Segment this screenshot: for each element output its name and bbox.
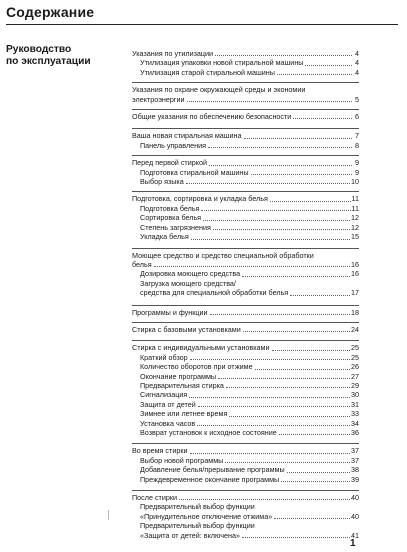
- dot-leader: [154, 266, 350, 267]
- toc-group: [132, 158, 359, 186]
- toc-page-number: 11: [351, 194, 359, 204]
- toc-entry-line: [132, 85, 359, 94]
- dot-leader: [218, 378, 350, 379]
- toc-page-number: 7: [355, 131, 359, 141]
- toc-page-number: 16: [351, 259, 359, 269]
- dot-leader: [274, 518, 350, 519]
- toc-page-number: 38: [351, 465, 359, 475]
- toc-entry-label: После стирки: [132, 493, 178, 503]
- toc-page-number: 18: [351, 307, 359, 317]
- toc-entry-multiline: [140, 521, 359, 540]
- toc-entry: [132, 112, 359, 121]
- dot-leader: [179, 499, 350, 500]
- dot-leader: [187, 101, 353, 102]
- toc-page-number: 25: [351, 352, 359, 362]
- toc-entry-label: Зимнее или летнее время: [140, 409, 228, 419]
- toc-entry: [132, 49, 359, 58]
- section-heading-line: по эксплуатации: [6, 56, 91, 67]
- dot-leader: [244, 138, 352, 139]
- toc-page-number: 8: [355, 140, 359, 150]
- toc-page-number: 27: [351, 371, 359, 381]
- toc-entry-label: «Принудительное отключение отжима»: [140, 511, 273, 521]
- toc-entry-multiline: [140, 502, 359, 521]
- toc-entry-label: Подготовка, сортировка и укладка белья: [132, 194, 268, 204]
- toc-page-number: 17: [351, 288, 359, 298]
- toc-page-number: 4: [355, 49, 359, 58]
- toc-subentry: [132, 58, 359, 67]
- section-heading-line: Руководство: [6, 44, 72, 55]
- toc-page-number: 6: [355, 112, 359, 122]
- toc-group: [132, 343, 359, 437]
- dot-leader: [293, 118, 352, 119]
- dot-leader: [209, 165, 352, 166]
- toc-entry-label: Выбор новой программы: [140, 455, 224, 465]
- toc-page-number: 25: [351, 343, 359, 353]
- toc-entry: [132, 194, 359, 203]
- dot-leader: [225, 462, 350, 463]
- toc-group: [132, 308, 359, 317]
- dot-leader: [287, 472, 350, 473]
- toc-subentry: [132, 419, 359, 428]
- toc-subentry: [132, 372, 359, 381]
- toc-entry-label: Выбор языка: [140, 177, 184, 187]
- toc-entry-multiline: [132, 251, 359, 270]
- toc-page-number: 10: [351, 177, 359, 187]
- toc-subentry: [132, 141, 359, 150]
- toc-page-number: 9: [355, 158, 359, 168]
- dot-leader: [242, 276, 350, 277]
- toc-entry-line: [140, 288, 359, 297]
- toc-subentry: [132, 521, 359, 540]
- toc-subentry: [132, 390, 359, 399]
- dot-leader: [226, 387, 350, 388]
- dot-leader: [272, 350, 351, 351]
- toc-entry-label: Панель управления: [140, 140, 207, 150]
- dot-leader: [229, 416, 350, 417]
- toc-entry-label: Количество оборотов при отжиме: [140, 362, 253, 372]
- toc-entry-label: Окончание программы: [140, 371, 217, 381]
- dot-leader: [305, 65, 352, 66]
- toc-entry-label: Предварительный выбор функции: [140, 502, 255, 512]
- toc-subentry: [132, 279, 359, 298]
- toc-entry-label: Сигнализация: [140, 390, 188, 400]
- toc-entry-label: Защита от детей: [140, 399, 196, 409]
- toc-subentry: [132, 213, 359, 222]
- toc-subentry: [132, 428, 359, 437]
- toc-entry: [132, 251, 359, 270]
- toc-page-number: 33: [351, 409, 359, 419]
- toc-subentry: [132, 223, 359, 232]
- toc-entry-label: Моющее средство и средство специальной обработки: [132, 250, 314, 260]
- dot-leader: [279, 434, 350, 435]
- toc-entry-line: [140, 279, 359, 288]
- toc-entry: [132, 308, 359, 317]
- toc-group: [132, 85, 359, 104]
- dot-leader: [243, 331, 350, 332]
- dot-leader: [197, 425, 350, 426]
- toc-entry-label: Программы и функции: [132, 307, 208, 317]
- dot-leader: [242, 537, 350, 538]
- toc-subentry: [132, 465, 359, 474]
- dot-leader: [277, 74, 352, 75]
- toc-group: [132, 49, 359, 77]
- toc-entry-label: Перед первой стиркой: [132, 158, 207, 168]
- dot-leader: [190, 453, 351, 454]
- toc-entry-label: «Защита от детей: включена»: [140, 530, 240, 540]
- toc-subentry: [132, 409, 359, 418]
- toc-entry-label: Указания по утилизации: [132, 49, 214, 58]
- toc-page-number: 16: [351, 269, 359, 279]
- dot-leader: [203, 220, 350, 221]
- toc-subentry: [132, 204, 359, 213]
- toc-entry-line: [140, 531, 359, 540]
- dot-leader: [208, 147, 352, 148]
- toc-page-number: 31: [351, 399, 359, 409]
- dot-leader: [210, 314, 350, 315]
- toc-page-number: 4: [355, 58, 359, 68]
- toc-entry-label: Добавление белья/прерывание программы: [140, 465, 285, 475]
- dot-leader: [190, 359, 350, 360]
- toc-entry-multiline: [132, 85, 359, 104]
- dot-leader: [198, 406, 350, 407]
- toc-subentry: [132, 68, 359, 77]
- toc-entry-multiline: [140, 279, 359, 298]
- toc-group: [132, 325, 359, 334]
- toc-page-number: 40: [351, 511, 359, 521]
- toc-subentry: [132, 475, 359, 484]
- toc-page-number: 36: [351, 428, 359, 437]
- toc-entry-label: Степень загрязнения: [140, 222, 211, 232]
- dot-leader: [251, 174, 353, 175]
- toc-page-number: 30: [351, 390, 359, 400]
- toc-page-number: 9: [355, 167, 359, 177]
- toc-entry-label: Укладка белья: [140, 232, 189, 242]
- toc-entry: [132, 85, 359, 104]
- toc-page-number: 12: [351, 222, 359, 232]
- title-rule: [6, 24, 398, 25]
- toc-page-number: 37: [351, 455, 359, 465]
- toc-subentry: [132, 381, 359, 390]
- toc-entry-label: Во время стирки: [132, 446, 188, 456]
- dot-leader: [201, 210, 350, 211]
- dot-leader: [186, 183, 350, 184]
- toc-page-number: 11: [351, 203, 359, 213]
- toc-entry-line: [132, 95, 359, 104]
- section-heading: [6, 44, 114, 68]
- toc-entry-label: Утилизация старой стиральной машины: [140, 67, 275, 77]
- dot-leader: [213, 229, 350, 230]
- toc-page-number: 26: [351, 362, 359, 372]
- toc-entry-label: Возврат установок к исходное состояние: [140, 428, 277, 437]
- toc-entry-label: Загрузка моющего средства/: [140, 278, 236, 288]
- toc-subentry: [132, 456, 359, 465]
- toc-entry-label: Стирка с индивидуальными установками: [132, 343, 270, 353]
- dot-leader: [191, 239, 350, 240]
- dot-leader: [189, 397, 350, 398]
- toc-group: [132, 112, 359, 121]
- toc-entry-label: Подготовка стиральной машины: [140, 167, 249, 177]
- toc-entry: [132, 158, 359, 167]
- toc-entry-label: Общие указания по обеспечению безопасности: [132, 112, 292, 122]
- toc-page-number: 5: [355, 94, 359, 104]
- toc-entry-label: Подготовка белья: [140, 203, 200, 213]
- toc-group: [132, 446, 359, 484]
- toc-page-number: 15: [351, 232, 359, 242]
- toc-entry-label: средства для специальной обработки белья: [140, 288, 289, 298]
- toc-subentry: [132, 353, 359, 362]
- toc-entry-line: [132, 251, 359, 260]
- page-number: 1: [350, 538, 356, 549]
- toc-group: [132, 251, 359, 298]
- toc-entry-label: Дозировка моющего средства: [140, 269, 241, 279]
- toc-subentry: [132, 502, 359, 521]
- toc-entry: [132, 343, 359, 352]
- toc-group: [132, 194, 359, 241]
- toc-entry-label: белья: [132, 259, 152, 269]
- toc-page-number: 12: [351, 213, 359, 223]
- toc-entry-line: [140, 512, 359, 521]
- page-title: Содержание: [6, 4, 95, 20]
- toc-group: [132, 493, 359, 540]
- toc-entry-label: Установка часов: [140, 418, 196, 428]
- dot-leader: [270, 201, 351, 202]
- toc-subentry: [132, 400, 359, 409]
- toc-subentry: [132, 362, 359, 371]
- toc-entry: [132, 325, 359, 334]
- toc-entry: [132, 493, 359, 502]
- toc-page-number: 37: [351, 446, 359, 456]
- table-of-contents: [132, 41, 359, 540]
- toc-entry-label: Ваша новая стиральная машина: [132, 131, 242, 141]
- left-tick: [108, 510, 109, 520]
- toc-entry-label: Краткий обзор: [140, 352, 188, 362]
- toc-entry-label: Указания по охране окружающей среды и экономии: [132, 85, 306, 95]
- toc-entry-label: электроэнергии: [132, 94, 185, 104]
- toc-entry-label: Стирка с базовыми установками: [132, 324, 241, 334]
- toc-page-number: 41: [351, 530, 359, 540]
- toc-page-number: 39: [351, 474, 359, 484]
- toc-page-number: 4: [355, 67, 359, 77]
- toc-subentry: [132, 177, 359, 186]
- toc-page-number: 40: [351, 493, 359, 503]
- toc-entry: [132, 446, 359, 455]
- toc-subentry: [132, 269, 359, 278]
- toc-subentry: [132, 168, 359, 177]
- toc-subentry: [132, 232, 359, 241]
- dot-leader: [281, 481, 350, 482]
- dot-leader: [215, 55, 352, 56]
- toc-entry-line: [132, 260, 359, 269]
- toc-group: [132, 131, 359, 150]
- toc-entry: [132, 131, 359, 140]
- toc-entry-label: Утилизация упаковки новой стиральной машины: [140, 58, 304, 68]
- dot-leader: [290, 295, 350, 296]
- toc-entry-line: [140, 521, 359, 530]
- toc-entry-line: [140, 502, 359, 511]
- toc-entry-label: Предварительный выбор функции: [140, 521, 255, 531]
- toc-page-number: 24: [351, 324, 359, 334]
- toc-page-number: 34: [351, 418, 359, 428]
- toc-page-number: 29: [351, 380, 359, 390]
- toc-entry-label: Преждевременное окончание программы: [140, 474, 280, 484]
- dot-leader: [255, 369, 350, 370]
- toc-entry-label: Сортировка белья: [140, 213, 202, 223]
- toc-entry-label: Предварительная стирка: [140, 380, 224, 390]
